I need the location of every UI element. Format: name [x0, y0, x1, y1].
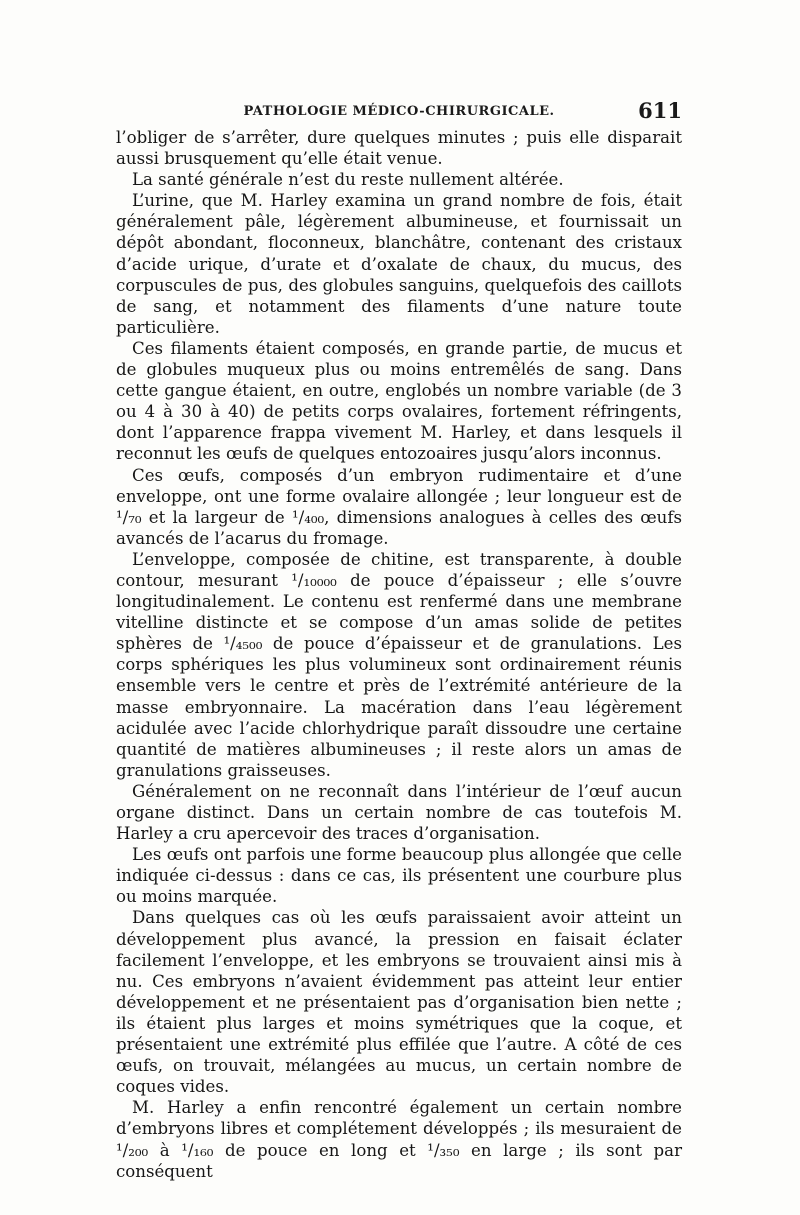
running-head	[116, 96, 682, 126]
paragraph: Les œufs ont parfois une forme beaucoup plus allongée que celle indiquée ci-dessus : dans ce cas, ils présentent une courbure plus ou moins marquée.	[116, 845, 682, 907]
paragraph: Ces filaments étaient composés, en grande partie, de mucus et de globules muqueux plus ou moins entremêlés de sang. Dans cette gangue étaient, en outre, englobés un nombre variable (de 3 ou 4 à 30 à 40) de petits corps ovalaires, fortement réfringents, dont l’apparence frappa vivement M. Harley, et dans lesquels il reconnut les œufs de quelques entozoaires jusqu’alors inconnus.	[116, 338, 682, 464]
page-number: 611	[638, 98, 682, 123]
paragraph: La santé générale n’est du reste nullement altérée.	[132, 170, 564, 190]
paragraph: l’obliger de s’arrêter, dure quelques minutes ; puis elle disparait aussi brusquement qu’elle était venue.	[116, 128, 682, 169]
paragraph: Dans quelques cas où les œufs paraissaient avoir atteint un développement plus avancé, la pression en faisait éclater facilement l’enveloppe, et les embryons se trouvaient ainsi mis à nu. Ces embryons n’avaient évidemment pas atteint leur entier développement et ne présentaient pas d’organisation bien nette ; ils étaient plus larges et moins symétriques que la coque, et présentaient une extrémité plus effilée que l’autre. A côté de ces œufs, on trouvait, mélangées au mucus, un certain nombre de coques vides.	[116, 908, 682, 1097]
running-title: PATHOLOGIE MÉDICO-CHIRURGICALE.	[243, 104, 555, 119]
paragraph: Généralement on ne reconnaît dans l’intérieur de l’œuf aucun organe distinct. Dans un certain nombre de cas toutefois M. Harley a cru apercevoir des traces d’organisation.	[116, 781, 682, 844]
paragraph: M. Harley a enfin rencontré également un certain nombre d’embryons libres et complétement développés ; ils mesuraient de ¹/₂₀₀ à ¹/₁₆₀ de pouce en long et ¹/₃₅₀ en large ; ils sont par conséquent	[116, 1098, 682, 1181]
paragraph: Ces œufs, composés d’un embryon rudimentaire et d’une enveloppe, ont une forme ovalaire allongée ; leur longueur est de ¹/₇₀ et la largeur de ¹/₄₀₀, dimensions analogues à celles des œufs avancés de l’acarus du fromage.	[116, 465, 682, 548]
paragraph: L’urine, que M. Harley examina un grand nombre de fois, était généralement pâle, légèrement albumineuse, et fournissait un dépôt abondant, floconneux, blanchâtre, contenant des cristaux d’acide urique, d’urate et d’oxalate de chaux, du mucus, des corpuscules de pus, des globules sanguins, quelquefois des caillots de sang, et notamment des filaments d’une nature toute particulière.	[116, 191, 682, 337]
paragraph: L’enveloppe, composée de chitine, est transparente, à double contour, mesurant ¹/₁₀₀₀₀ de pouce d’épaisseur ; elle s’ouvre longitudinalement. Le contenu est renfermé dans une membrane vitelline distincte et se compose d’un amas solide de petites sphères de ¹/₄₅₀₀ de pouce d’épaisseur et de granulations. Les corps sphériques les plus volumineux sont ordinairement réunis ensemble vers le centre et près de l’extrémité antérieure de la masse embryonnaire. La macération dans l’eau légèrement acidulée avec l’acide chlorhydrique paraît dissoudre une certaine quantité de matières albumineuses ; il reste alors un amas de granulations graisseuses.	[116, 549, 682, 780]
body-text	[116, 127, 682, 1182]
